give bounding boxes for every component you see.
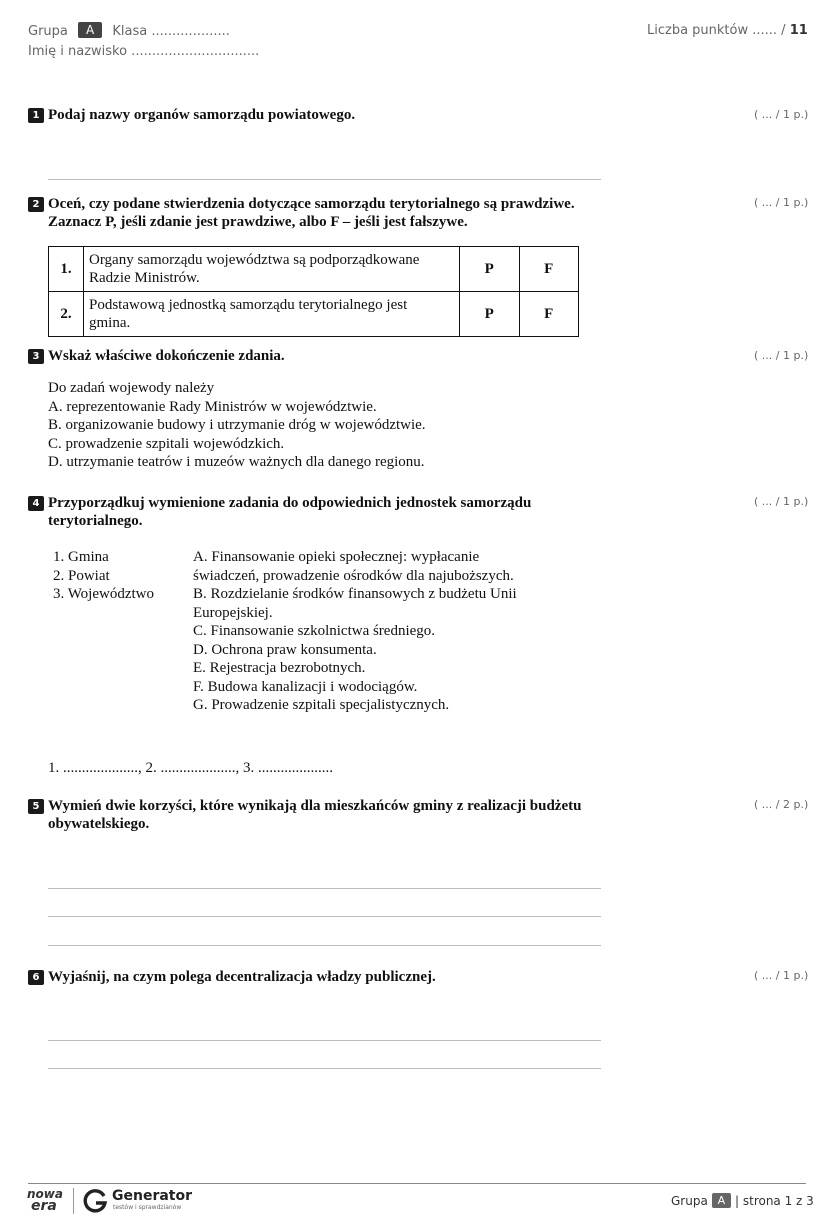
task-5-question-line-2: obywatelskiego. xyxy=(48,816,150,832)
header-group-row xyxy=(28,22,230,39)
task-5-question xyxy=(48,797,648,833)
points-summary xyxy=(647,23,808,38)
task-4-answer-line[interactable]: 1. ...................., 2. ...................., 3. .................... xyxy=(48,760,333,776)
duty-item: A. Finansowanie opieki społecznej: wypłacanie xyxy=(193,549,480,565)
duty-item: E. Rejestracja bezrobotnych. xyxy=(193,660,366,676)
true-option[interactable]: P xyxy=(460,247,520,292)
unit-item: 3. Województwo xyxy=(53,586,155,602)
table-row xyxy=(49,292,579,337)
table-row xyxy=(49,247,579,292)
task-6-number: 6 xyxy=(28,970,44,985)
statement-line: Radzie Ministrów. xyxy=(89,270,200,286)
name-field-label: Imię i nazwisko ............................... xyxy=(28,44,260,59)
task-6-question: Wyjaśnij, na czym polega decentralizacja władzy publicznej. xyxy=(48,969,436,985)
task-2-number: 2 xyxy=(28,197,44,212)
task-5-answer-line[interactable] xyxy=(48,888,601,889)
false-option[interactable]: F xyxy=(519,292,579,337)
task-3-question: Wskaż właściwe dokończenie zdania. xyxy=(48,348,285,364)
task-2-question-line-1: Oceń, czy podane stwierdzenia dotyczące samorządu terytorialnego są prawdziwe. xyxy=(48,196,575,212)
statement-number: 1. xyxy=(49,247,84,292)
duties-list xyxy=(193,548,553,715)
nowa-era-logo xyxy=(27,1188,65,1216)
footer-group-badge: A xyxy=(712,1193,732,1208)
points-label: Liczba punktów ...... / xyxy=(647,23,786,38)
option-a[interactable]: A. reprezentowanie Rady Ministrów w województwie. xyxy=(48,398,377,415)
duty-item: Europejskiej. xyxy=(193,604,273,621)
units-list xyxy=(53,548,154,604)
task-2-question xyxy=(48,195,618,231)
points-total: 11 xyxy=(789,23,808,38)
statement-line: gmina. xyxy=(89,315,131,331)
task-5-answer-line[interactable] xyxy=(48,945,601,946)
task-5-number: 5 xyxy=(28,799,44,814)
statement-number: 2. xyxy=(49,292,84,337)
option-d[interactable]: D. utrzymanie teatrów i muzeów ważnych dla danego regionu. xyxy=(48,454,425,470)
task-4-question-line-2: terytorialnego. xyxy=(48,513,143,529)
task-5-points: ( ... / 2 p.) xyxy=(754,798,809,811)
task-1-points: ( ... / 1 p.) xyxy=(754,108,809,121)
duty-item: D. Ochrona praw konsumenta. xyxy=(193,641,377,658)
task-6-points: ( ... / 1 p.) xyxy=(754,969,809,982)
generator-logo-icon xyxy=(83,1188,109,1214)
task-1-answer-line[interactable] xyxy=(48,179,601,180)
statement-line: Podstawową jednostką samorządu terytorialnego jest xyxy=(89,297,408,313)
generator-title: Generator xyxy=(112,1188,193,1204)
task-3-intro: Do zadań wojewody należy xyxy=(48,380,215,396)
page-number: | strona 1 z 3 xyxy=(735,1194,814,1208)
duty-item: B. Rozdzielanie środków finansowych z budżetu Unii xyxy=(193,586,517,602)
unit-item: 1. Gmina xyxy=(53,549,109,565)
true-option[interactable]: P xyxy=(460,292,520,337)
task-3-points: ( ... / 1 p.) xyxy=(754,349,809,362)
option-c[interactable]: C. prowadzenie szpitali wojewódzkich. xyxy=(48,435,285,452)
false-option[interactable]: F xyxy=(519,247,579,292)
task-4-question-line-1: Przyporządkuj wymienione zadania do odpowiednich jednostek samorządu xyxy=(48,495,532,511)
task-6-answer-line[interactable] xyxy=(48,1040,601,1041)
logo-separator xyxy=(73,1188,74,1214)
task-4-points: ( ... / 1 p.) xyxy=(754,495,809,508)
option-b[interactable]: B. organizowanie budowy i utrzymanie dróg w województwie. xyxy=(48,417,426,433)
footer-group-label: Grupa xyxy=(671,1194,708,1208)
group-badge: A xyxy=(78,22,102,38)
class-label: Klasa ................... xyxy=(112,24,230,39)
statement-text xyxy=(84,292,460,337)
statement-line: Organy samorządu województwa są podporządkowane xyxy=(89,252,420,268)
duty-item: C. Finansowanie szkolnictwa średniego. xyxy=(193,623,436,639)
task-5-question-line-1: Wymień dwie korzyści, które wynikają dla mieszkańców gminy z realizacji budżetu xyxy=(48,798,582,814)
task-4-question xyxy=(48,494,618,530)
task-4-number: 4 xyxy=(28,496,44,511)
task-3-number: 3 xyxy=(28,349,44,364)
true-false-table xyxy=(48,246,579,337)
unit-item: 2. Powiat xyxy=(53,567,110,584)
task-5-answer-line[interactable] xyxy=(48,916,601,917)
task-1-number: 1 xyxy=(28,108,44,123)
footer-page-info xyxy=(671,1193,814,1208)
task-3-content xyxy=(48,379,426,472)
task-1-question: Podaj nazwy organów samorządu powiatowego. xyxy=(48,107,356,123)
task-2-question-line-2: Zaznacz P, jeśli zdanie jest prawdziwe, albo F – jeśli jest fałszywe. xyxy=(48,214,468,230)
footer-divider xyxy=(28,1183,806,1184)
task-6-answer-line[interactable] xyxy=(48,1068,601,1069)
duty-item: świadczeń, prowadzenie ośrodków dla najuboższych. xyxy=(193,567,514,584)
logo-word-nowa: nowa xyxy=(27,1187,63,1201)
duty-item: G. Prowadzenie szpitali specjalistycznych. xyxy=(193,697,450,713)
task-2-points: ( ... / 1 p.) xyxy=(754,196,809,209)
group-label: Grupa xyxy=(28,24,68,39)
statement-text xyxy=(84,247,460,292)
logo-word-era: era xyxy=(31,1198,57,1214)
generator-subtitle: testów i sprawdzianów xyxy=(113,1204,182,1211)
duty-item: F. Budowa kanalizacji i wodociągów. xyxy=(193,678,418,695)
